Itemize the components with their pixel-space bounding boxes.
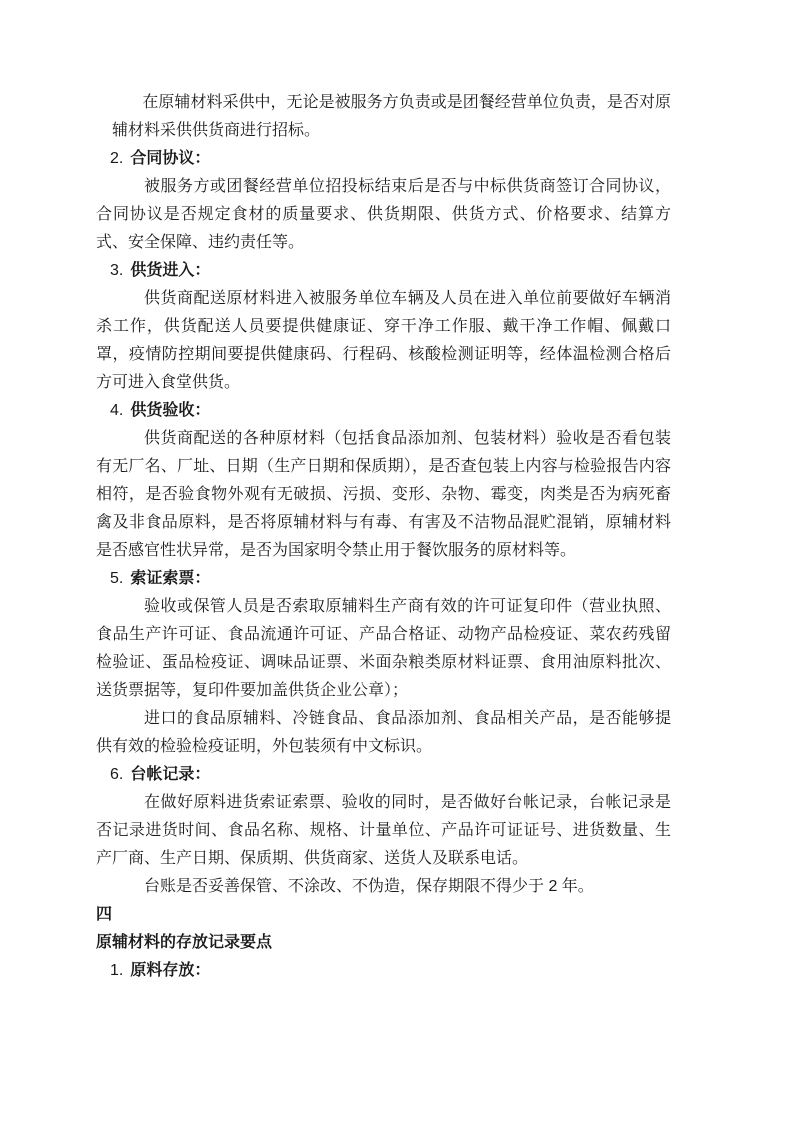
heading-label: 索证索票：	[130, 570, 211, 587]
heading-supply-acceptance	[110, 397, 671, 425]
heading-supply-entry	[110, 257, 671, 285]
heading-label: 原料存放：	[130, 962, 211, 979]
heading-number: 3.	[110, 262, 124, 279]
document-body	[96, 89, 671, 985]
paragraph-certificates-invoices: 验收或保管人员是否索取原辅料生产商有效的许可证复印件（营业执照、食品生产许可证、食品流通许可证、产品合格证、动物产品检疫证、菜农药残留检验证、蛋品检疫证、调味品证票、米面杂粮类原材料证票、食用油原料批次、送货票据等，复印件要加盖供货企业公章）；	[96, 598, 671, 699]
heading-label: 供货进入：	[130, 262, 211, 279]
heading-number: 2.	[110, 150, 124, 167]
paragraph-procurement-bidding: 在原辅材料采供中，无论是被服务方负责或是团餐经营单位负责，是否对原辅材料采供供货商进行招标。	[112, 94, 671, 139]
heading-number: 5.	[110, 570, 124, 587]
heading-label: 台帐记录：	[130, 766, 211, 783]
heading-number: 4.	[110, 402, 124, 419]
paragraph-ledger-records: 在做好原料进货索证索票、验收的同时，是否做好台帐记录，台帐记录是否记录进货时间、食品名称、规格、计量单位、产品许可证证号、进货数量、生产厂商、生产日期、保质期、供货商家、送货人及联系电话。	[96, 794, 671, 867]
heading-ledger-records	[110, 761, 671, 789]
heading-number: 1.	[110, 962, 124, 979]
heading-certificates-invoices	[110, 565, 671, 593]
section-title-storage-records: 原辅材料的存放记录要点	[96, 934, 273, 951]
paragraph-supply-acceptance: 供货商配送的各种原材料（包括食品添加剂、包装材料）验收是否看包装有无厂名、厂址、日期（生产日期和保质期），是否查包装上内容与检验报告内容相符，是否验食物外观有无破损、污损、变形、杂物、霉变，肉类是否为病死畜禽及非食品原料，是否将原辅材料与有毒、有害及不洁物品混贮混销，原辅材料是否感官性状异常，是否为国家明令禁止用于餐饮服务的原材料等。	[96, 430, 671, 559]
paragraph-imported-food: 进口的食品原辅料、冷链食品、食品添加剂、食品相关产品，是否能够提供有效的检验检疫证明，外包装须有中文标识。	[96, 710, 671, 755]
heading-number: 6.	[110, 766, 124, 783]
section-number-four: 四	[96, 906, 113, 923]
paragraph-supply-entry: 供货商配送原材料进入被服务单位车辆及人员在进入单位前要做好车辆消杀工作，供货配送人员要提供健康证、穿干净工作服、戴干净工作帽、佩戴口罩，疫情防控期间要提供健康码、行程码、核酸检测证明等，经体温检测合格后方可进入食堂供货。	[96, 290, 671, 391]
paragraph-ledger-retention: 台账是否妥善保管、不涂改、不伪造，保存期限不得少于 2 年。	[144, 878, 594, 895]
paragraph-contract-agreement: 被服务方或团餐经营单位招投标结束后是否与中标供货商签订合同协议，合同协议是否规定食材的质量要求、供货期限、供货方式、价格要求、结算方式、安全保障、违约责任等。	[96, 178, 671, 251]
heading-label: 合同协议：	[130, 150, 211, 167]
heading-contract-agreement	[110, 145, 671, 173]
heading-label: 供货验收：	[130, 402, 211, 419]
heading-raw-material-storage	[110, 957, 671, 985]
